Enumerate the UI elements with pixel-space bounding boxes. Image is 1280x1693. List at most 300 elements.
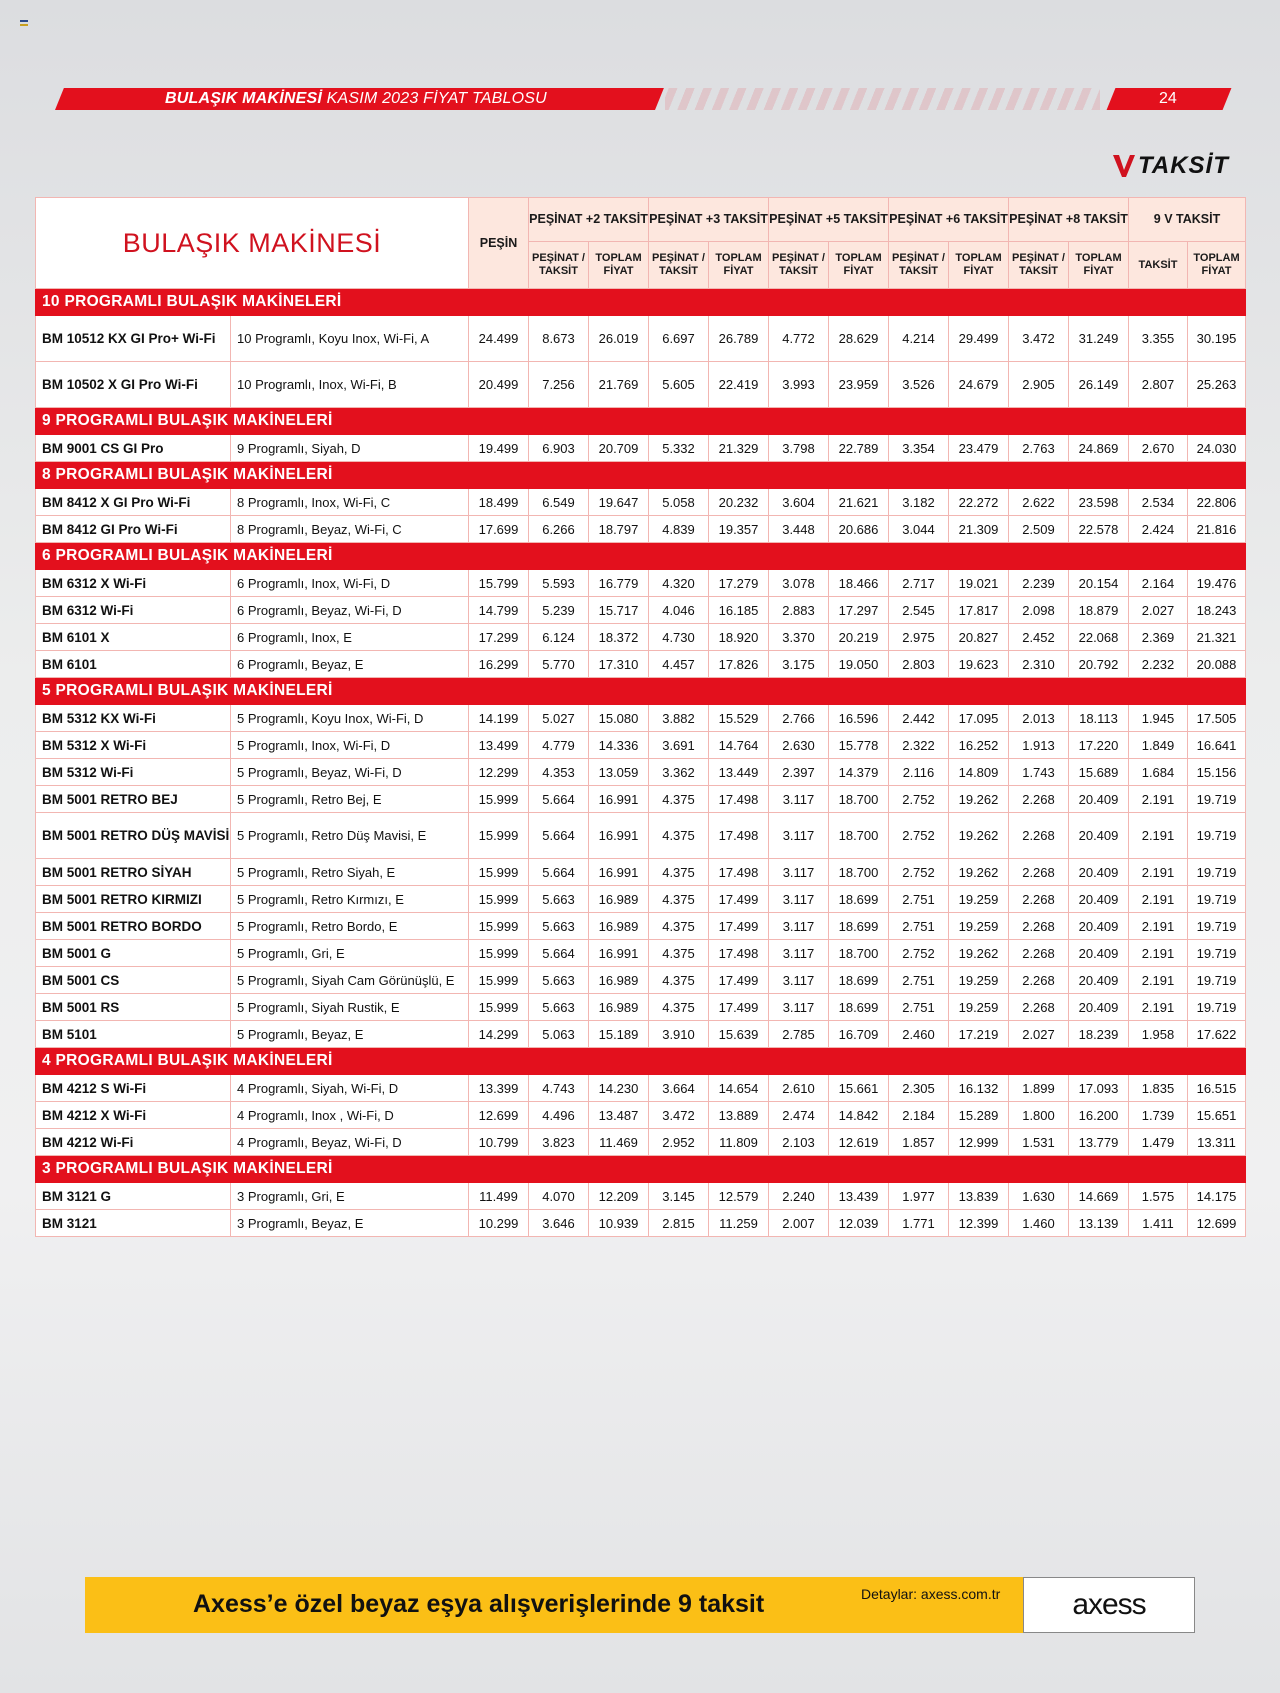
description-cell: 5 Programlı, Retro Düş Mavisi, E	[231, 813, 469, 859]
price-cell: 1.849	[1129, 732, 1188, 759]
table-row	[36, 1129, 1246, 1156]
price-cell: 19.719	[1188, 913, 1246, 940]
price-cell: 2.184	[889, 1102, 949, 1129]
model-cell: BM 4212 Wi-Fi	[36, 1129, 231, 1156]
table-row	[36, 994, 1246, 1021]
price-cell: 4.375	[649, 813, 709, 859]
price-cell: 2.509	[1009, 516, 1069, 543]
model-cell: BM 5312 Wi-Fi	[36, 759, 231, 786]
price-cell: 4.320	[649, 570, 709, 597]
section-header-row	[36, 462, 1246, 489]
plan-subheader: TOPLAM FİYAT	[949, 242, 1009, 289]
price-cell: 20.154	[1069, 570, 1129, 597]
section-title: 4 PROGRAMLI BULAŞIK MAKİNELERİ	[36, 1048, 1246, 1075]
header-title	[165, 90, 547, 108]
price-cell: 3.117	[769, 859, 829, 886]
price-cell: 12.039	[829, 1210, 889, 1237]
description-cell: 5 Programlı, Koyu Inox, Wi-Fi, D	[231, 705, 469, 732]
price-cell: 2.442	[889, 705, 949, 732]
price-cell: 2.322	[889, 732, 949, 759]
price-cell: 12.619	[829, 1129, 889, 1156]
price-cell: 2.474	[769, 1102, 829, 1129]
price-cell: 18.699	[829, 913, 889, 940]
model-cell: BM 5001 RETRO SİYAH	[36, 859, 231, 886]
price-cell: 22.789	[829, 435, 889, 462]
price-cell: 30.195	[1188, 316, 1246, 362]
axess-logo	[1023, 1577, 1195, 1633]
description-cell: 5 Programlı, Retro Siyah, E	[231, 859, 469, 886]
model-cell: BM 8412 GI Pro Wi-Fi	[36, 516, 231, 543]
price-cell: 16.641	[1188, 732, 1246, 759]
price-cell: 2.268	[1009, 940, 1069, 967]
model-cell: BM 5001 RETRO DÜŞ MAVİSİ	[36, 813, 231, 859]
price-cell: 10.799	[469, 1129, 529, 1156]
description-cell: 3 Programlı, Gri, E	[231, 1183, 469, 1210]
table-row	[36, 1021, 1246, 1048]
price-cell: 19.719	[1188, 967, 1246, 994]
price-cell: 2.905	[1009, 362, 1069, 408]
description-cell: 8 Programlı, Beyaz, Wi-Fi, C	[231, 516, 469, 543]
table-row	[36, 489, 1246, 516]
price-cell: 1.977	[889, 1183, 949, 1210]
description-cell: 10 Programlı, Inox, Wi-Fi, B	[231, 362, 469, 408]
price-cell: 28.629	[829, 316, 889, 362]
price-cell: 21.309	[949, 516, 1009, 543]
price-cell: 21.621	[829, 489, 889, 516]
model-cell: BM 6101	[36, 651, 231, 678]
price-cell: 17.310	[589, 651, 649, 678]
table-row	[36, 705, 1246, 732]
price-cell: 19.021	[949, 570, 1009, 597]
price-cell: 14.799	[469, 597, 529, 624]
price-cell: 1.411	[1129, 1210, 1188, 1237]
price-cell: 17.826	[709, 651, 769, 678]
price-cell: 19.259	[949, 886, 1009, 913]
price-cell: 17.499	[709, 994, 769, 1021]
price-cell: 18.700	[829, 813, 889, 859]
price-cell: 17.699	[469, 516, 529, 543]
price-cell: 17.299	[469, 624, 529, 651]
price-cell: 11.499	[469, 1183, 529, 1210]
price-cell: 16.596	[829, 705, 889, 732]
price-cell: 20.409	[1069, 994, 1129, 1021]
price-cell: 17.095	[949, 705, 1009, 732]
price-cell: 17.817	[949, 597, 1009, 624]
price-cell: 2.622	[1009, 489, 1069, 516]
price-cell: 1.913	[1009, 732, 1069, 759]
price-cell: 20.709	[589, 435, 649, 462]
price-cell: 19.719	[1188, 994, 1246, 1021]
table-row	[36, 597, 1246, 624]
section-title: 8 PROGRAMLI BULAŞIK MAKİNELERİ	[36, 462, 1246, 489]
price-cell: 3.370	[769, 624, 829, 651]
price-cell: 3.355	[1129, 316, 1188, 362]
price-cell: 3.882	[649, 705, 709, 732]
price-cell: 24.030	[1188, 435, 1246, 462]
price-cell: 5.239	[529, 597, 589, 624]
plan-subheader: TOPLAM FİYAT	[829, 242, 889, 289]
table-row	[36, 913, 1246, 940]
price-cell: 5.663	[529, 967, 589, 994]
section-title: 6 PROGRAMLI BULAŞIK MAKİNELERİ	[36, 543, 1246, 570]
price-cell: 14.809	[949, 759, 1009, 786]
price-cell: 4.375	[649, 886, 709, 913]
price-cell: 13.779	[1069, 1129, 1129, 1156]
price-cell: 2.268	[1009, 786, 1069, 813]
price-cell: 18.920	[709, 624, 769, 651]
model-cell: BM 5001 RETRO KIRMIZI	[36, 886, 231, 913]
plan-header: PEŞİNAT +2 TAKSİT	[529, 198, 649, 242]
price-cell: 4.772	[769, 316, 829, 362]
plan-subheader: PEŞİNAT / TAKSİT	[1009, 242, 1069, 289]
price-cell: 4.375	[649, 994, 709, 1021]
price-cell: 26.789	[709, 316, 769, 362]
table-row	[36, 1102, 1246, 1129]
price-cell: 18.699	[829, 967, 889, 994]
price-cell: 4.046	[649, 597, 709, 624]
header-title-rest: KASIM 2023 FİYAT TABLOSU	[326, 90, 547, 107]
description-cell: 5 Programlı, Retro Bej, E	[231, 786, 469, 813]
price-cell: 13.487	[589, 1102, 649, 1129]
price-table	[35, 197, 1246, 1237]
description-cell: 4 Programlı, Inox , Wi-Fi, D	[231, 1102, 469, 1129]
price-cell: 20.827	[949, 624, 1009, 651]
table-row	[36, 1075, 1246, 1102]
price-cell: 4.375	[649, 859, 709, 886]
price-cell: 13.399	[469, 1075, 529, 1102]
price-cell: 2.751	[889, 967, 949, 994]
price-cell: 3.691	[649, 732, 709, 759]
pesin-header: PEŞİN	[469, 198, 529, 289]
price-cell: 23.479	[949, 435, 1009, 462]
price-cell: 5.770	[529, 651, 589, 678]
price-cell: 2.268	[1009, 886, 1069, 913]
price-cell: 13.839	[949, 1183, 1009, 1210]
price-cell: 20.409	[1069, 859, 1129, 886]
price-cell: 7.256	[529, 362, 589, 408]
price-cell: 3.117	[769, 994, 829, 1021]
price-cell: 13.139	[1069, 1210, 1129, 1237]
price-cell: 11.259	[709, 1210, 769, 1237]
price-cell: 13.311	[1188, 1129, 1246, 1156]
price-cell: 2.103	[769, 1129, 829, 1156]
price-cell: 1.684	[1129, 759, 1188, 786]
price-cell: 3.472	[1009, 316, 1069, 362]
price-cell: 2.975	[889, 624, 949, 651]
price-cell: 17.498	[709, 786, 769, 813]
price-cell: 15.999	[469, 813, 529, 859]
price-cell: 15.661	[829, 1075, 889, 1102]
plan-subheader: TOPLAM FİYAT	[1069, 242, 1129, 289]
price-cell: 5.663	[529, 886, 589, 913]
plan-subheader: PEŞİNAT / TAKSİT	[769, 242, 829, 289]
price-cell: 2.785	[769, 1021, 829, 1048]
price-cell: 19.259	[949, 967, 1009, 994]
price-cell: 14.299	[469, 1021, 529, 1048]
price-cell: 16.991	[589, 786, 649, 813]
price-cell: 16.989	[589, 994, 649, 1021]
price-cell: 12.399	[949, 1210, 1009, 1237]
price-cell: 4.457	[649, 651, 709, 678]
price-cell: 1.743	[1009, 759, 1069, 786]
price-cell: 2.013	[1009, 705, 1069, 732]
price-cell: 1.945	[1129, 705, 1188, 732]
price-cell: 15.080	[589, 705, 649, 732]
price-cell: 2.452	[1009, 624, 1069, 651]
price-cell: 1.531	[1009, 1129, 1069, 1156]
section-title: 10 PROGRAMLI BULAŞIK MAKİNELERİ	[36, 289, 1246, 316]
price-cell: 18.239	[1069, 1021, 1129, 1048]
price-cell: 4.353	[529, 759, 589, 786]
header-band	[55, 88, 1230, 110]
price-cell: 2.191	[1129, 859, 1188, 886]
price-cell: 1.479	[1129, 1129, 1188, 1156]
price-cell: 26.149	[1069, 362, 1129, 408]
price-cell: 19.262	[949, 786, 1009, 813]
plan-header: 9 V TAKSİT	[1129, 198, 1246, 242]
table-row	[36, 516, 1246, 543]
price-cell: 1.857	[889, 1129, 949, 1156]
price-cell: 6.549	[529, 489, 589, 516]
description-cell: 10 Programlı, Koyu Inox, Wi-Fi, A	[231, 316, 469, 362]
price-cell: 19.050	[829, 651, 889, 678]
price-cell: 2.369	[1129, 624, 1188, 651]
model-cell: BM 5312 KX Wi-Fi	[36, 705, 231, 732]
price-cell: 5.063	[529, 1021, 589, 1048]
price-cell: 3.604	[769, 489, 829, 516]
price-cell: 3.078	[769, 570, 829, 597]
price-cell: 19.259	[949, 994, 1009, 1021]
price-cell: 2.752	[889, 940, 949, 967]
price-cell: 15.156	[1188, 759, 1246, 786]
plan-subheader: TOPLAM FİYAT	[589, 242, 649, 289]
price-cell: 16.709	[829, 1021, 889, 1048]
price-cell: 5.027	[529, 705, 589, 732]
price-cell: 2.763	[1009, 435, 1069, 462]
price-cell: 15.999	[469, 859, 529, 886]
price-cell: 2.116	[889, 759, 949, 786]
price-cell: 4.375	[649, 786, 709, 813]
price-cell: 18.879	[1069, 597, 1129, 624]
table-row	[36, 435, 1246, 462]
price-cell: 15.999	[469, 886, 529, 913]
price-cell: 2.007	[769, 1210, 829, 1237]
price-cell: 2.460	[889, 1021, 949, 1048]
section-title: 3 PROGRAMLI BULAŞIK MAKİNELERİ	[36, 1156, 1246, 1183]
price-cell: 20.409	[1069, 940, 1129, 967]
table-row	[36, 1210, 1246, 1237]
price-cell: 15.999	[469, 967, 529, 994]
description-cell: 4 Programlı, Siyah, Wi-Fi, D	[231, 1075, 469, 1102]
table-row	[36, 940, 1246, 967]
price-cell: 16.185	[709, 597, 769, 624]
price-cell: 2.717	[889, 570, 949, 597]
plan-subheader: PEŞİNAT / TAKSİT	[529, 242, 589, 289]
price-cell: 20.088	[1188, 651, 1246, 678]
description-cell: 6 Programlı, Beyaz, Wi-Fi, D	[231, 597, 469, 624]
price-cell: 11.809	[709, 1129, 769, 1156]
model-cell: BM 5001 RS	[36, 994, 231, 1021]
price-cell: 22.578	[1069, 516, 1129, 543]
price-cell: 17.499	[709, 886, 769, 913]
details-link[interactable]: Detaylar: axess.com.tr	[861, 1586, 1001, 1602]
price-cell: 17.279	[709, 570, 769, 597]
price-cell: 12.299	[469, 759, 529, 786]
model-cell: BM 3121 G	[36, 1183, 231, 1210]
price-cell: 15.689	[1069, 759, 1129, 786]
plan-subheader: PEŞİNAT / TAKSİT	[649, 242, 709, 289]
price-cell: 4.779	[529, 732, 589, 759]
price-cell: 15.651	[1188, 1102, 1246, 1129]
price-cell: 19.262	[949, 813, 1009, 859]
price-cell: 3.117	[769, 940, 829, 967]
price-cell: 2.803	[889, 651, 949, 678]
price-cell: 18.700	[829, 859, 889, 886]
model-cell: BM 6312 X Wi-Fi	[36, 570, 231, 597]
price-cell: 24.869	[1069, 435, 1129, 462]
price-cell: 20.232	[709, 489, 769, 516]
corner-mark	[20, 20, 28, 26]
price-cell: 2.751	[889, 913, 949, 940]
price-cell: 5.605	[649, 362, 709, 408]
price-cell: 17.220	[1069, 732, 1129, 759]
price-cell: 10.939	[589, 1210, 649, 1237]
price-cell: 16.252	[949, 732, 1009, 759]
plan-header: PEŞİNAT +5 TAKSİT	[769, 198, 889, 242]
price-cell: 5.593	[529, 570, 589, 597]
price-cell: 4.743	[529, 1075, 589, 1102]
section-header-row	[36, 678, 1246, 705]
table-body	[36, 289, 1246, 1237]
price-cell: 5.664	[529, 813, 589, 859]
vtaksit-logo	[1112, 152, 1229, 180]
price-cell: 16.132	[949, 1075, 1009, 1102]
price-cell: 12.209	[589, 1183, 649, 1210]
price-cell: 2.164	[1129, 570, 1188, 597]
price-cell: 17.499	[709, 967, 769, 994]
v-logo-icon	[1112, 153, 1136, 179]
price-cell: 3.145	[649, 1183, 709, 1210]
price-cell: 11.469	[589, 1129, 649, 1156]
price-cell: 1.899	[1009, 1075, 1069, 1102]
model-cell: BM 5001 RETRO BEJ	[36, 786, 231, 813]
price-cell: 3.117	[769, 967, 829, 994]
price-cell: 15.999	[469, 913, 529, 940]
price-cell: 13.439	[829, 1183, 889, 1210]
price-cell: 23.598	[1069, 489, 1129, 516]
promo-text: Axess’e özel beyaz eşya alışverişlerinde 9 taksit	[193, 1590, 765, 1618]
model-cell: BM 5101	[36, 1021, 231, 1048]
price-cell: 5.663	[529, 913, 589, 940]
price-cell: 2.752	[889, 859, 949, 886]
price-cell: 17.498	[709, 940, 769, 967]
promo-banner	[85, 1577, 1023, 1633]
price-cell: 15.999	[469, 994, 529, 1021]
price-cell: 4.375	[649, 940, 709, 967]
description-cell: 5 Programlı, Gri, E	[231, 940, 469, 967]
price-cell: 1.575	[1129, 1183, 1188, 1210]
price-cell: 6.697	[649, 316, 709, 362]
price-cell: 19.719	[1188, 940, 1246, 967]
price-cell: 20.409	[1069, 967, 1129, 994]
price-cell: 2.397	[769, 759, 829, 786]
price-cell: 2.191	[1129, 994, 1188, 1021]
price-cell: 1.958	[1129, 1021, 1188, 1048]
description-cell: 5 Programlı, Retro Bordo, E	[231, 913, 469, 940]
price-cell: 16.200	[1069, 1102, 1129, 1129]
price-cell: 31.249	[1069, 316, 1129, 362]
table-row	[36, 759, 1246, 786]
price-cell: 22.272	[949, 489, 1009, 516]
price-cell: 15.717	[589, 597, 649, 624]
price-cell: 6.124	[529, 624, 589, 651]
price-cell: 17.297	[829, 597, 889, 624]
plan-header: PEŞİNAT +6 TAKSİT	[889, 198, 1009, 242]
price-cell: 4.839	[649, 516, 709, 543]
price-cell: 22.806	[1188, 489, 1246, 516]
price-cell: 5.663	[529, 994, 589, 1021]
price-cell: 13.059	[589, 759, 649, 786]
price-cell: 1.771	[889, 1210, 949, 1237]
price-cell: 3.362	[649, 759, 709, 786]
price-cell: 14.379	[829, 759, 889, 786]
table-header-row	[36, 198, 1246, 242]
price-cell: 2.191	[1129, 913, 1188, 940]
price-cell: 19.719	[1188, 786, 1246, 813]
price-cell: 2.191	[1129, 940, 1188, 967]
price-cell: 17.499	[709, 913, 769, 940]
axess-logo-text: axess	[1072, 1588, 1146, 1621]
price-cell: 17.093	[1069, 1075, 1129, 1102]
model-cell: BM 10512 KX GI Pro+ Wi-Fi	[36, 316, 231, 362]
price-cell: 17.498	[709, 859, 769, 886]
table-row	[36, 859, 1246, 886]
model-cell: BM 3121	[36, 1210, 231, 1237]
plan-header: PEŞİNAT +8 TAKSİT	[1009, 198, 1129, 242]
plan-subheader: TOPLAM FİYAT	[1188, 242, 1246, 289]
price-cell: 18.113	[1069, 705, 1129, 732]
price-cell: 14.654	[709, 1075, 769, 1102]
price-cell: 18.700	[829, 940, 889, 967]
model-cell: BM 5001 CS	[36, 967, 231, 994]
plan-subheader: PEŞİNAT / TAKSİT	[889, 242, 949, 289]
price-cell: 3.117	[769, 913, 829, 940]
price-cell: 15.189	[589, 1021, 649, 1048]
price-cell: 21.321	[1188, 624, 1246, 651]
price-cell: 21.816	[1188, 516, 1246, 543]
price-cell: 20.792	[1069, 651, 1129, 678]
price-cell: 1.835	[1129, 1075, 1188, 1102]
price-cell: 2.191	[1129, 886, 1188, 913]
price-cell: 3.354	[889, 435, 949, 462]
price-cell: 4.214	[889, 316, 949, 362]
price-cell: 26.019	[589, 316, 649, 362]
price-cell: 22.068	[1069, 624, 1129, 651]
price-cell: 15.639	[709, 1021, 769, 1048]
table-row	[36, 570, 1246, 597]
price-cell: 14.199	[469, 705, 529, 732]
price-cell: 2.752	[889, 786, 949, 813]
table-row	[36, 624, 1246, 651]
price-cell: 2.268	[1009, 967, 1069, 994]
footer-banner	[85, 1577, 1195, 1633]
price-cell: 2.751	[889, 994, 949, 1021]
price-cell: 3.910	[649, 1021, 709, 1048]
price-cell: 3.823	[529, 1129, 589, 1156]
price-cell: 2.239	[1009, 570, 1069, 597]
table-row	[36, 786, 1246, 813]
description-cell: 5 Programlı, Beyaz, E	[231, 1021, 469, 1048]
